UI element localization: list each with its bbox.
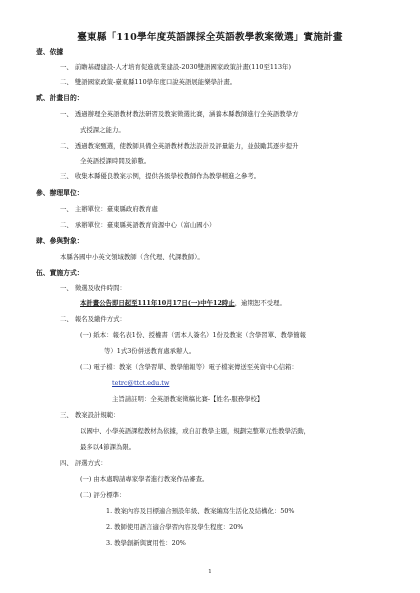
section-heading-organizers: 參、辦理單位： [36,189,84,197]
impl-item-3: 三、 教案設計規範： [60,411,120,419]
purpose-item-1-line-1: 一、 透過辦理全英語教材教法研習及教案徵選比賽，涵養本縣教師進行全英語教學方 [60,110,299,118]
section-heading-basis: 壹、依據 [36,48,64,56]
impl-item-4: 四、 評選方式： [60,459,107,467]
purpose-item-2-line-2: 全英語授課時間及節數。 [80,157,151,165]
impl-deadline-date: 本計畫公告即日起至111年10月17日(一)中午12時止 [80,299,235,307]
organizer-contractor: 二、 承辦單位：臺東縣英語教育資源中心（富山國小） [60,221,216,229]
criteria-item-3: 3. 教學創新與實用性：20% [106,539,186,547]
section-heading-purpose: 貳、計畫目的： [36,94,84,102]
impl-item-2: 二、 報名及繳件方式： [60,315,126,323]
resource-center-email-link[interactable]: tetrc@ttct.edu.tw [112,379,170,387]
impl-review-1: (一) 由本處聘請專家學者進行教案作品審查。 [80,475,209,483]
purpose-item-2-line-1: 二、 透過教案甄選，使教師具備全英語教材教法設計及評量能力，並鼓勵其逐步提升 [60,142,299,150]
criteria-item-1: 1. 教案內容及目標適合預設年級、教案編寫生活化及結構化：50% [106,507,295,515]
impl-design-line-1: 以國中、小學英語課程教材為依據，或自訂教學主題，規劃完整單元性教學活動， [80,427,311,435]
impl-electronic-line: (二) 電子檔：教案（含學習單、教學簡報等）電子檔案傳送至英資中心信箱： [80,363,298,371]
impl-email-subject: 主旨請註明：全英語教案徵稿比賽-【姓名-服務學校】 [112,395,264,403]
page-number: 1 [208,569,212,575]
purpose-item-3: 三、 收集本縣優良教案示例，提供各級學校教師作為教學精進之參考。 [60,172,261,180]
impl-design-line-2: 最多以4節課為限。 [80,443,136,451]
purpose-item-1-line-2: 式授課之能力。 [80,126,125,134]
impl-paper-line-2: 等）1式3份併送教育處承辦人。 [104,347,196,355]
organizer-host: 一、 主辦單位：臺東縣政府教育處 [60,205,158,213]
basis-item-1: 一、 前瞻基礎建設-人才培育促進就業建設-2030雙語國家政策計畫(110至113年) [60,63,291,71]
section-heading-implementation: 伍、實施方式： [36,269,84,277]
document-title: 臺東縣「110學年度英語課採全英語教學教案徵選」實施計畫 [77,32,343,43]
criteria-item-2: 2. 教師使用語言適合學習內容及學生程度：20% [106,523,244,531]
basis-item-2: 二、 雙語國家政策-臺東縣110學年度口說英語展能樂學計畫。 [60,78,237,86]
section-heading-participants: 肆、參與對象： [36,237,84,245]
participants-body: 本縣各國中小英文領域教師（含代理、代課教師）。 [60,253,204,261]
impl-review-2: (二) 評分標準： [80,491,126,499]
impl-paper-line-1: (一) 紙本：報名表1份、授權書（需本人簽名）1份及教案（含學習單、教學簡報 [80,331,307,339]
impl-item-1: 一、 徵選及收件時間： [60,284,126,292]
impl-deadline-note: ，逾期恕不受理。 [234,299,286,307]
impl-deadline [80,299,286,307]
